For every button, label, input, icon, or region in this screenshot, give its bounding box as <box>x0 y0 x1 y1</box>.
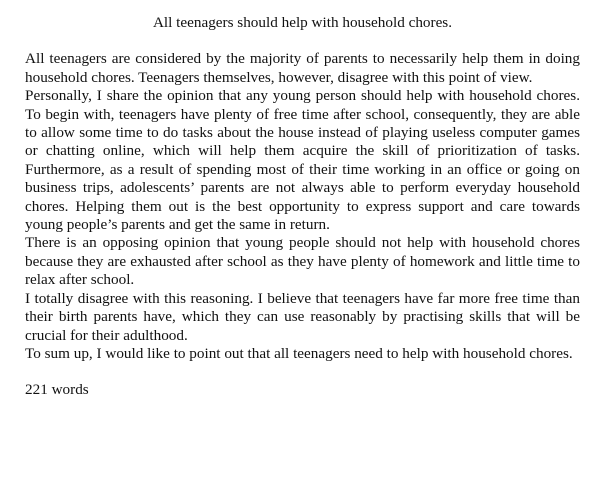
paragraph-introduction: All teenagers are considered by the majority of parents to necessarily help them in doing household chores. Teenagers themselves, however, disagree with this point of view. <box>25 50 580 86</box>
paragraph-opposing-opinion: There is an opposing opinion that young people should not help with household chores because they are exhausted after school as they have plenty of homework and little time to relax after school. <box>25 234 580 289</box>
document-title: All teenagers should help with household chores. <box>152 14 453 31</box>
paragraph-counterargument: I totally disagree with this reasoning. I believe that teenagers have far more free time than their birth parents have, which they can use reasonably by practising skills that will be crucial for their adulthood. <box>25 289 580 344</box>
paragraph-opinion: Personally, I share the opinion that any young person should help with household chores. To begin with, teenagers have plenty of free time after school, consequently, they are able to allow some time to do tasks about the house instead of playing useless computer games or chatting online, which will help them acquire the skill of prioritization of tasks. Furthermore, as a result of spending most of their time working in an office or going on business trips, adolescents’ parents are not always able to perform everyday household chores. Helping them out is the best opportunity to express support and care towards young people’s parents and get the same in return. <box>25 87 580 234</box>
paragraph-conclusion: To sum up, I would like to point out that all teenagers need to help with household chores. <box>25 344 573 362</box>
word-count: 221 words <box>25 381 89 399</box>
